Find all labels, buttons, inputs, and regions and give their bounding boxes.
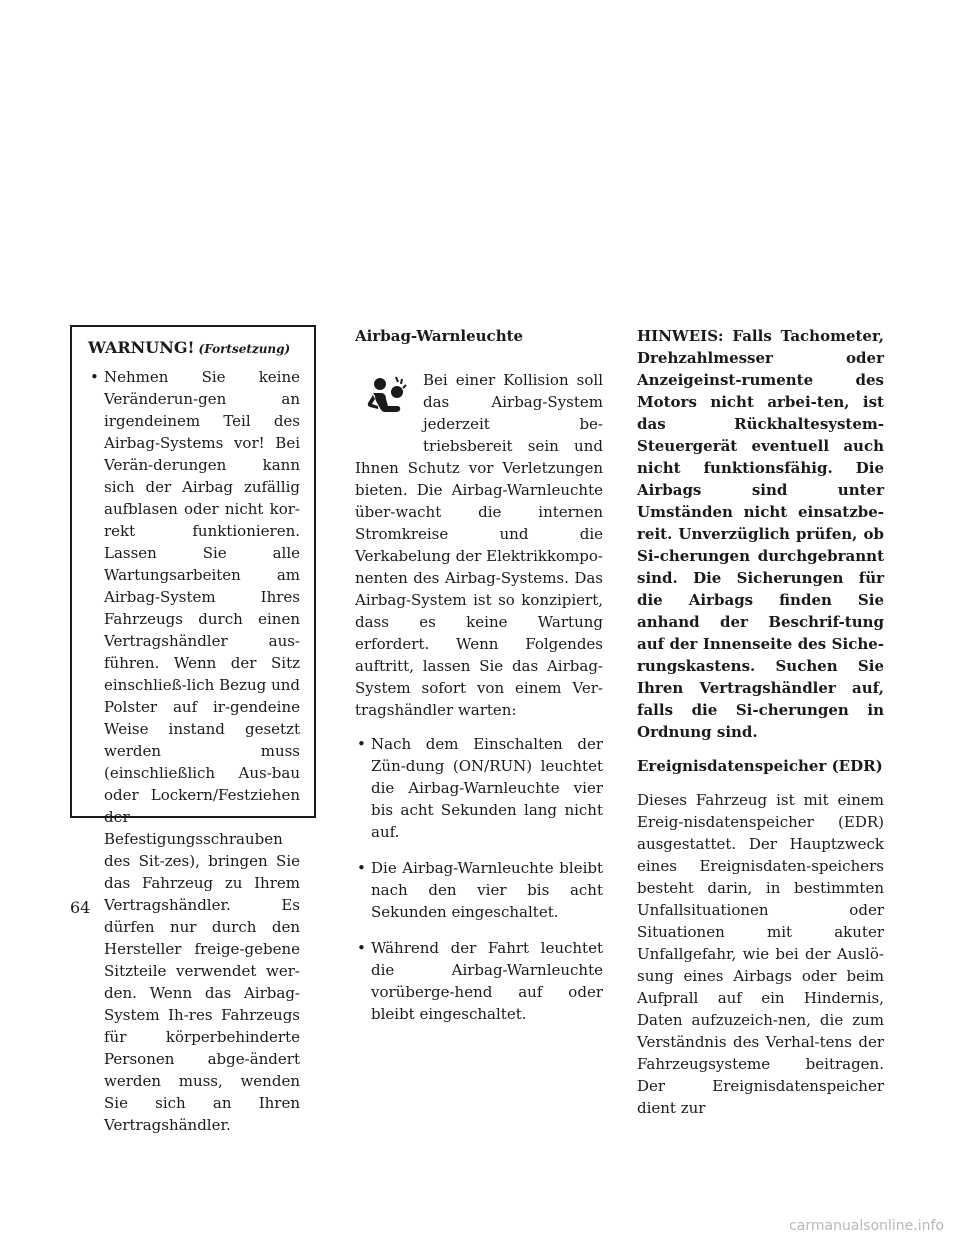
right-column [637,325,884,1119]
edr-text: Dieses Fahrzeug ist mit einem Ereig-nisdatenspeicher (EDR) ausgestattet. Der Hauptzweck eines Ereignisdaten-speichers besteht darin, in bestimmten Unfallsituationen oder Situationen mit akuter Unfallgefahr, wie bei der Auslö-sung eines Airbags oder beim Aufprall auf ein Hindernis, Daten aufzuzeich-nen, die zum Verständnis des Verhal-tens der Fahrzeugsysteme beitragen. Der Ereignisdatenspeicher dient zur [637,791,884,1117]
warning-list [88,366,300,1136]
airbag-light-section [355,325,603,1039]
list-item: • Nach dem Einschalten der Zün-dung (ON/RUN) leuchtet die Airbag-Warnleuchte vier bis acht Sekunden lang nicht auf. [355,733,603,843]
list-item: • Während der Fahrt leuchtet die Airbag-Warnleuchte vorüberge-hend auf oder bleibt eingeschaltet. [355,937,603,1025]
edr-heading: Ereignisdatenspeicher (EDR) [637,757,883,775]
airbag-light-heading: Airbag-Warnleuchte [355,327,524,345]
airbag-light-list [355,733,603,1025]
warning-heading [88,337,300,360]
page-number: 64 [70,898,91,917]
warning-continued: (Fortsetzung) [198,342,291,356]
airbag-warning-icon [355,373,417,439]
watermark: carmanualsonline.info [789,1218,944,1234]
list-item: • Die Airbag-Warnleuchte bleibt nach den vier bis acht Sekunden eingeschaltet. [355,857,603,923]
warning-title: WARNUNG! [88,338,195,357]
warning-item: • Nehmen Sie keine Veränderun-gen an irgendeinem Teil des Airbag-Systems vor! Bei Verän-derungen kann sich der Airbag zufällig aufblasen oder nicht kor-rekt funktionieren. Lassen Sie alle Wartungsarbeiten am Airbag-System Ihres Fahrzeugs durch einen Vertragshändler aus-führen. Wenn der Sitz einschließ-lich Bezug und Polster auf ir-gendeine Weise instand gesetzt werden muss (einschließlich Aus-bau oder Lockern/Festziehen der Befestigungsschrauben des Sit-zes), bringen Sie das Fahrzeug zu Ihrem Vertragshändler. Es dürfen nur durch den Hersteller freige-gebene Sitzteile verwendet wer-den. Wenn das Airbag-System Ih-res Fahrzeugs für körperbehinderte Personen abge-ändert werden muss, wenden Sie sich an Ihren Vertragshändler. [88,366,300,1136]
airbag-light-intro: Bei einer Kollision soll das Airbag-System jederzeit be-triebsbereit sein und Ihnen Schutz vor Verletzungen bieten. Die Airbag-Warnleuchte über-wacht die internen Stromkreise und die Verkabelung der Elektrikkompo-nenten des Airbag-Systems. Das Airbag-System ist so konzipiert, dass es keine Wartung erfordert. Wenn Folgendes auftritt, lassen Sie das Airbag-System sofort von einem Ver-tragshändler warten: [355,371,603,719]
fuse-note: HINWEIS: Falls Tachometer, Drehzahlmesser oder Anzeigeinst-rumente des Motors nicht arbei-ten, ist das Rückhaltesystem-Steuergerät eventuell auch nicht funktionsfähig. Die Airbags sind unter Umständen nicht einsatzbe-reit. Unverzüglich prüfen, ob Si-cherungen durchgebrannt sind. Die Sicherungen für die Airbags finden Sie anhand der Beschrif-tung auf der Innenseite des Siche-rungskastens. Suchen Sie Ihren Vertragshändler auf, falls die Si-cherungen in Ordnung sind. [637,327,884,741]
